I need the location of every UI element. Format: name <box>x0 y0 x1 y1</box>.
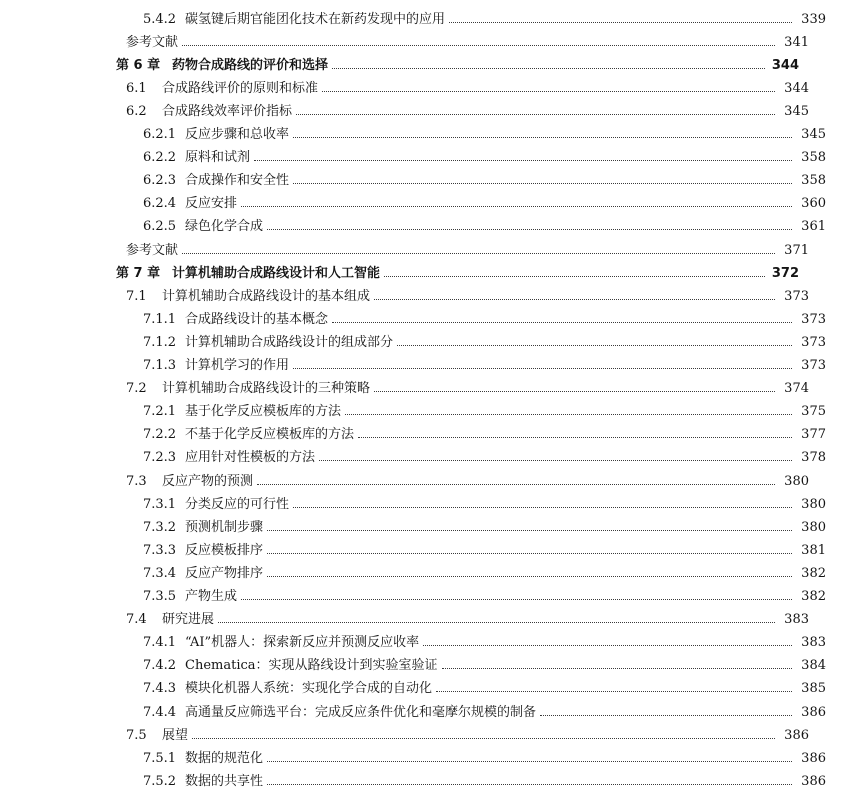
toc-entry-title: 反应模板排序 <box>185 542 264 558</box>
toc-entry-number: 6.2.4 <box>143 196 177 212</box>
dot-leader <box>241 599 792 600</box>
toc-entry-page-number: 380 <box>801 519 826 535</box>
toc-entry-number: 7.3.5 <box>143 589 177 604</box>
dot-leader <box>257 484 775 485</box>
dot-leader <box>182 253 775 254</box>
toc-entry-number: 7.1.1 <box>143 311 177 327</box>
dot-leader <box>293 507 792 508</box>
dot-leader <box>218 622 775 623</box>
toc-entry-number: 7.3.4 <box>143 565 177 581</box>
toc-entry <box>0 7 843 31</box>
toc-entry-number: 6.2 <box>126 103 147 119</box>
toc-entry-title: “AI”机器人：探索新反应并预测反应收率 <box>185 635 420 651</box>
dot-leader <box>267 576 792 577</box>
toc-entry-number: 第 7 章 <box>116 265 161 281</box>
dot-leader <box>540 715 792 716</box>
toc-entry-number: 7.3.2 <box>143 519 177 535</box>
dot-leader <box>293 137 792 138</box>
toc-entry <box>0 169 843 193</box>
toc-entry-page-number: 375 <box>801 404 826 420</box>
toc-entry-title: 计算机辅助合成路线设计和人工智能 <box>172 265 381 281</box>
toc-entry-page-number: 386 <box>784 727 809 743</box>
toc-entry <box>0 723 826 747</box>
toc-entry-number: 7.5.1 <box>143 750 177 766</box>
toc-entry-page-number: 386 <box>801 704 826 720</box>
dot-leader <box>384 276 765 277</box>
dot-leader <box>192 738 775 739</box>
toc-entry-page-number: 371 <box>784 242 809 258</box>
toc-entry-title: 反应产物的预测 <box>162 473 254 489</box>
toc-entry-title: 参考文献 <box>126 34 179 50</box>
dot-leader <box>436 691 792 692</box>
toc-entry-title: 合成路线评价的原则和标准 <box>162 80 319 96</box>
toc-entry-page-number: 374 <box>784 381 809 397</box>
toc-entry-number: 7.3.3 <box>143 542 177 558</box>
dot-leader <box>267 530 792 531</box>
toc-entry <box>0 585 843 609</box>
dot-leader <box>449 22 792 23</box>
toc-entry-page-number: 385 <box>801 681 826 697</box>
toc-entry <box>0 654 843 678</box>
toc-entry-number: 7.1.3 <box>143 358 177 373</box>
toc-entry-title: Chematica：实现从路线设计到实验室验证 <box>185 658 438 674</box>
dot-leader <box>182 45 775 46</box>
dot-leader <box>442 668 792 669</box>
toc-entry <box>0 608 826 632</box>
toc-entry-page-number: 360 <box>801 196 826 212</box>
toc-entry <box>0 307 843 331</box>
toc-entry-number: 7.5.2 <box>143 773 177 789</box>
toc-entry <box>0 515 843 539</box>
toc-entry-page-number: 373 <box>801 334 826 350</box>
toc-entry-title: 合成路线效率评价指标 <box>162 103 293 119</box>
toc-entry-title: 绿色化学合成 <box>185 219 264 235</box>
toc-entry <box>0 423 843 447</box>
toc-entry <box>0 284 826 308</box>
toc-entry-page-number: 344 <box>784 80 809 96</box>
dot-leader <box>293 183 792 184</box>
toc-entry-number: 7.4.2 <box>143 658 177 674</box>
toc-entry-title: 合成路线设计的基本概念 <box>185 311 329 327</box>
toc-entry <box>0 746 843 770</box>
toc-entry-page-number: 383 <box>801 635 826 651</box>
toc-entry-number: 6.2.1 <box>143 127 177 142</box>
toc-entry-number: 7.1 <box>126 288 147 304</box>
dot-leader <box>358 437 792 438</box>
dot-leader <box>293 368 792 369</box>
toc-entry-number: 第 6 章 <box>116 57 161 73</box>
toc-entry-title: 不基于化学反应模板库的方法 <box>185 427 355 443</box>
dot-leader <box>397 345 792 346</box>
dot-leader <box>423 645 792 646</box>
toc-entry-number: 6.2.2 <box>143 150 177 166</box>
toc-references-entry <box>0 238 826 262</box>
toc-entry-title: 数据的共享性 <box>185 773 264 789</box>
toc-entry-number: 7.4.4 <box>143 704 177 720</box>
toc-entry <box>0 769 843 793</box>
toc-entry-title: 基于化学反应模板库的方法 <box>185 404 342 420</box>
toc-entry <box>0 469 826 493</box>
toc-entry-page-number: 373 <box>801 311 826 327</box>
toc-entry-number: 7.5 <box>126 727 147 743</box>
toc-entry-page-number: 383 <box>784 612 809 628</box>
toc-entry <box>0 631 843 655</box>
toc-entry-number: 6.1 <box>126 80 147 96</box>
toc-entry <box>0 700 843 724</box>
toc-entry-page-number: 378 <box>801 450 826 466</box>
toc-entry-title: 产物生成 <box>185 589 238 604</box>
dot-leader <box>241 206 792 207</box>
toc-entry-title: 应用针对性模板的方法 <box>185 450 316 466</box>
toc-entry-page-number: 377 <box>801 427 826 443</box>
dot-leader <box>332 68 765 69</box>
toc-entry-number: 7.3 <box>126 473 147 489</box>
toc-entry-number: 7.4.3 <box>143 681 177 697</box>
toc-entry-number: 7.4.1 <box>143 635 177 651</box>
toc-entry-page-number: 358 <box>801 173 826 189</box>
toc-entry-title: 数据的规范化 <box>185 750 264 766</box>
toc-entry-title: 分类反应的可行性 <box>185 496 290 512</box>
toc-entry-page-number: 345 <box>801 127 826 142</box>
dot-leader <box>254 160 792 161</box>
toc-entry <box>0 192 843 216</box>
toc-entry-page-number: 386 <box>801 750 826 766</box>
toc-entry <box>0 330 843 354</box>
toc-entry-title: 碳氢键后期官能团化技术在新药发现中的应用 <box>185 11 446 27</box>
toc-entry-number: 7.2.2 <box>143 427 177 443</box>
toc-entry-title: 合成操作和安全性 <box>185 173 290 189</box>
toc-entry <box>0 400 843 424</box>
toc-entry-page-number: 341 <box>784 34 809 50</box>
toc-chapter-entry <box>0 261 816 285</box>
toc-entry-number: 7.2.1 <box>143 404 177 420</box>
toc-entry-page-number: 386 <box>801 773 826 789</box>
toc-entry-number: 5.4.2 <box>143 11 177 27</box>
toc-entry <box>0 99 826 123</box>
toc-entry <box>0 492 843 516</box>
dot-leader <box>267 761 792 762</box>
toc-entry-page-number: 382 <box>801 565 826 581</box>
dot-leader <box>322 91 775 92</box>
dot-leader <box>267 784 792 785</box>
toc-entry-title: 反应安排 <box>185 196 238 212</box>
toc-entry <box>0 561 843 585</box>
toc-entry <box>0 446 843 470</box>
toc-entry-title: 药物合成路线的评价和选择 <box>172 57 329 73</box>
toc-entry-page-number: 345 <box>784 103 809 119</box>
toc-entry <box>0 76 826 100</box>
dot-leader <box>332 322 792 323</box>
toc-entry-page-number: 384 <box>801 658 826 674</box>
toc-entry <box>0 677 843 701</box>
toc-entry-number: 7.3.1 <box>143 496 177 512</box>
toc-entry-number: 7.1.2 <box>143 334 177 350</box>
toc-entry-page-number: 381 <box>801 542 826 558</box>
dot-leader <box>296 114 775 115</box>
toc-entry-page-number: 380 <box>801 496 826 512</box>
toc-entry-page-number: 380 <box>784 473 809 489</box>
dot-leader <box>374 391 775 392</box>
toc-entry-number: 6.2.5 <box>143 219 177 235</box>
toc-entry-title: 原料和试剂 <box>185 150 251 166</box>
toc-entry-page-number: 373 <box>801 358 826 373</box>
toc-entry-title: 参考文献 <box>126 242 179 258</box>
toc-chapter-entry <box>0 53 816 77</box>
toc-references-entry <box>0 30 826 54</box>
dot-leader <box>267 229 792 230</box>
toc-entry <box>0 354 843 378</box>
toc-entry <box>0 215 843 239</box>
toc-entry <box>0 538 843 562</box>
toc-entry-title: 研究进展 <box>162 612 215 628</box>
toc-entry-title: 反应产物排序 <box>185 565 264 581</box>
toc-entry-page-number: 382 <box>801 589 826 604</box>
toc-entry-page-number: 361 <box>801 219 826 235</box>
toc-entry-title: 预测机制步骤 <box>185 519 264 535</box>
toc-entry-page-number: 358 <box>801 150 826 166</box>
toc-entry-title: 计算机辅助合成路线设计的三种策略 <box>162 381 371 397</box>
toc-entry <box>0 146 843 170</box>
toc-entry-page-number: 372 <box>771 265 799 281</box>
toc-entry-title: 计算机辅助合成路线设计的组成部分 <box>185 334 394 350</box>
toc-entry-title: 展望 <box>162 727 189 743</box>
dot-leader <box>345 414 792 415</box>
toc-entry-page-number: 373 <box>784 288 809 304</box>
dot-leader <box>374 299 775 300</box>
toc-entry-page-number: 344 <box>771 57 799 73</box>
toc-entry-number: 7.2.3 <box>143 450 177 466</box>
toc-entry <box>0 377 826 401</box>
toc-entry-number: 7.4 <box>126 612 147 628</box>
toc-entry <box>0 123 843 147</box>
toc-entry-title: 计算机辅助合成路线设计的基本组成 <box>162 288 371 304</box>
toc-entry-title: 高通量反应筛选平台：完成反应条件优化和毫摩尔规模的制备 <box>185 704 537 720</box>
dot-leader <box>267 553 792 554</box>
toc-entry-number: 6.2.3 <box>143 173 177 189</box>
dot-leader <box>319 460 792 461</box>
toc-entry-page-number: 339 <box>801 11 826 27</box>
toc-entry-title: 反应步骤和总收率 <box>185 127 290 142</box>
toc-entry-title: 模块化机器人系统：实现化学合成的自动化 <box>185 681 433 697</box>
toc-entry-number: 7.2 <box>126 381 147 397</box>
toc-entry-title: 计算机学习的作用 <box>185 358 290 373</box>
